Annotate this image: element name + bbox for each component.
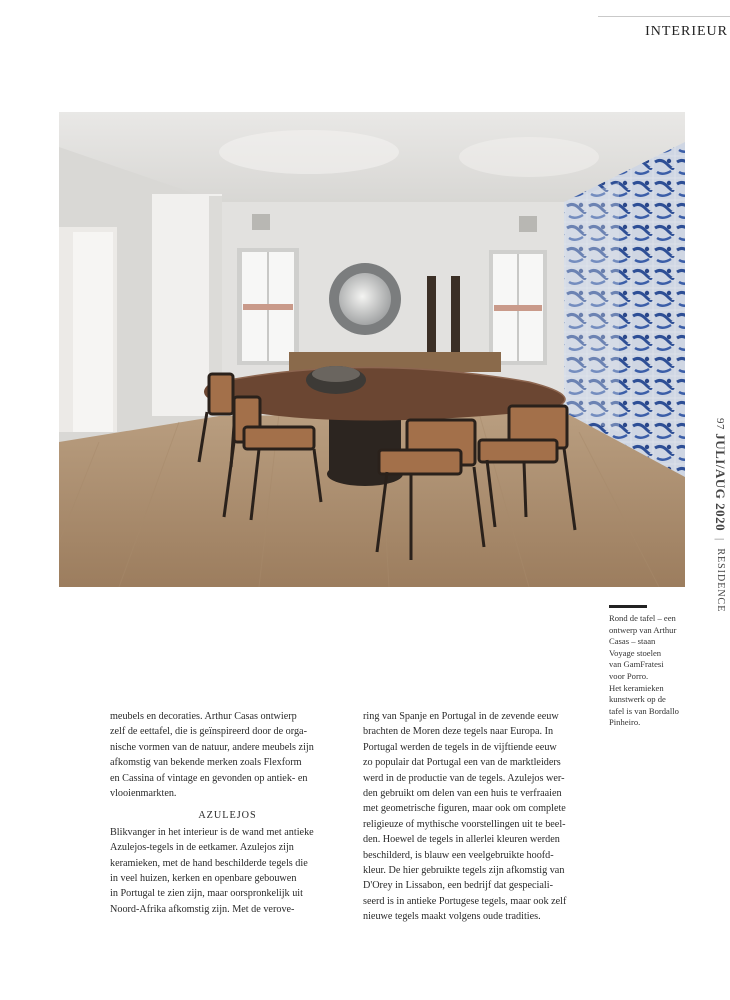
body-line: den gebruikt om delen van een huis te verfraaien (363, 788, 562, 800)
caption-line: tafel is van Bordallo (609, 705, 679, 716)
body-line: zelf de eettafel, die is geïnspireerd door de orga- (110, 726, 307, 738)
body-line: Noord-Afrika afkomstig zijn. Met de verove- (110, 903, 295, 915)
body-line: keramieken, met de hand beschilderde tegels die (110, 857, 308, 869)
caption-line: Pinheiro. (609, 717, 641, 728)
issue-date: JULI/AUG 2020 (713, 433, 728, 532)
body-line: beschilderd, is blauw een veelgebruikte hoofd- (363, 849, 554, 861)
body-line: ring van Spanje en Portugal in de zevende eeuw (363, 711, 559, 722)
caption-line: Het keramieken (609, 682, 664, 693)
folio-separator: | (714, 538, 726, 542)
body-line: en Cassina of vintage en gevonden op antiek- en (110, 772, 308, 784)
body-line: seerd is in antieke Portugese tegels, maar ook zelf (363, 895, 567, 907)
page-folio (712, 418, 728, 612)
body-line: nieuwe tegels maakt volgens oude tradities. (363, 911, 541, 923)
body-line: in veel huizen, kerken en openbare gebouwen (110, 873, 297, 885)
article-column-right (363, 709, 608, 925)
body-line: kleur. De hier gebruikte tegels zijn afkomstig van (363, 865, 565, 877)
body-line: werd in de productie van de tegels. Azulejos wer- (363, 772, 565, 784)
body-line: meubels en decoraties. Arthur Casas ontwierp (110, 711, 297, 722)
body-line: vlooienmarkten. (110, 788, 177, 800)
body-line: in Portugal te zien zijn, maar oorspronkelijk uit (110, 888, 303, 900)
body-line: religieuze of mythische voorstellingen uit te beel- (363, 818, 566, 830)
subheading: AZULEJOS (198, 810, 257, 822)
body-line: Portugal werden de tegels in de vijftiende eeuw (363, 741, 557, 753)
body-line: Azulejos-tegels in de eetkamer. Azulejos zijn (110, 842, 294, 854)
caption-line: kunstwerk op de (609, 694, 666, 705)
header-rule (598, 16, 730, 17)
body-line: met geometrische figuren, maar ook om complete (363, 803, 566, 815)
body-line: D'Orey in Lissabon, een bedrijf dat gespeciali- (363, 880, 553, 892)
caption-line: Voyage stoelen (609, 647, 662, 658)
dining-room-photo (59, 112, 685, 587)
body-line: afkomstig van bekende merken zoals Flexform (110, 757, 302, 769)
body-line: zo populair dat Portugal een van de marktleiders (363, 757, 561, 769)
article-column-left (110, 709, 345, 917)
page-number: 97 (714, 418, 726, 430)
body-line: Blikvanger in het interieur is de wand met antieke (110, 826, 314, 838)
caption-rule (609, 605, 647, 608)
photo-caption (609, 613, 714, 729)
body-line: brachten de Moren deze tegels naar Europa. In (363, 726, 554, 738)
caption-line: Rond de tafel – een (609, 613, 676, 623)
magazine-name: RESIDENCE (715, 548, 726, 613)
section-label: INTERIEUR (645, 24, 728, 39)
photo-illustration (59, 112, 685, 587)
caption-line: van GamFratesi (609, 659, 664, 670)
body-line: den. Hoewel de tegels in allerlei kleuren werden (363, 834, 560, 846)
caption-line: Casas – staan (609, 636, 656, 647)
caption-line: ontwerp van Arthur (609, 624, 677, 635)
caption-line: voor Porro. (609, 670, 649, 681)
body-line: nische vormen van de natuur, andere meubels zijn (110, 741, 314, 753)
